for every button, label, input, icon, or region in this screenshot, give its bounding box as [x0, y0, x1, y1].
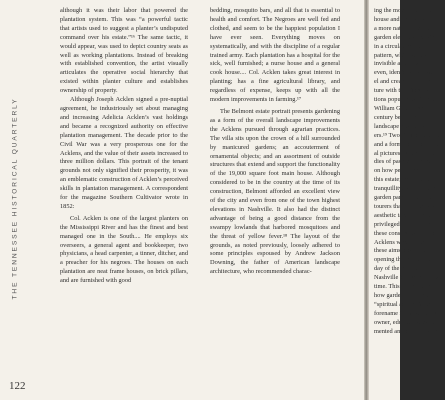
text-line: these constructed spaces.: [374, 229, 438, 237]
text-line: al picturesque mode. Th: [374, 149, 436, 157]
text-line: even, identified as distinc: [374, 69, 439, 77]
page-number: 122: [9, 380, 26, 392]
text-line: forename in class, manne: [374, 309, 439, 317]
text-line: ers.¹⁹ Two figures, perhap: [374, 131, 440, 139]
text-line: a more natural arrange: [374, 24, 432, 32]
text-line: garden parties entertainme: [374, 194, 442, 202]
text-line: Acklens were somewhat: [374, 238, 437, 246]
text-line: day of the week except: [374, 265, 433, 273]
paragraph: The Belmont estate portrait presents gardening as a form of the overall landscape improvements the Acklens pursued through agrarian practices. The villa sits upon the crown of a hill surrounded by manicured gardens; an accouterment of ornamental objects; and an assortment of outside structures that extend and support the functionality of the 19,000 square foot main house. Although considered to be in the country at the time of its construction, Belmont afforded an excellent view of the city and even from one of the town highest elevations in Nashville. It also had the distinct advantage of being a good distance from the swampy lowlands that harbored mosquitoes and the threat of yellow fever.¹⁸ The layout of the grounds, as noted previously, loosely adhered to some principles espoused by Andrew Jackson Downing, the father of American landscape architecture, who recommended charac-: [210, 107, 340, 276]
text-line: century before being ado: [374, 113, 438, 121]
text-line: owner, educated servant,: [374, 318, 437, 326]
running-head: THE TENNESSEE HISTORICAL QUARTERLY: [11, 97, 19, 300]
text-line: tranquillity. Visitors who: [374, 185, 438, 193]
text-line: el and created the view f: [374, 78, 437, 86]
text-line: privileged class who wou: [374, 220, 439, 228]
text-line: and a former slaves engag: [374, 140, 441, 148]
text-line: dies of pastoral serenity,: [374, 158, 436, 166]
text-column-right-page: [374, 7, 445, 337]
block-quote-continued: bedding, mosquito bars, and all that is essential to health and comfort. The Negroes are well fed and clothed, and seem to be the happiest population I have ever seen. Everything moves on systematically, and with the discipline of a regular trained army. Each plantation has a hospital for the sick, well furnished; a nurse house and a general cook house.... Col. Acklen takes great interest in planting; has a fine agricultural library, and regardless of expense, keeps up with all the modern improvements in farming.¹⁷: [210, 7, 340, 104]
text-line: William Gilpin during: [374, 104, 431, 112]
book-spine-gutter: [364, 0, 369, 400]
text-line: these aims is supported b: [374, 247, 438, 255]
text-line: pattern, which seems to: [374, 51, 434, 59]
text-line: Nashville included any publ: [374, 274, 445, 282]
text-line: aesthetic tastes modeled: [374, 211, 436, 219]
text-column-middle: [210, 7, 340, 277]
text-line: this estate; were meant: [374, 176, 432, 184]
text-line: tourers that ultimately sh: [374, 202, 438, 210]
text-line: garden elements are visi: [374, 33, 436, 41]
paragraph: although it was their labor that powered the plantation system. This was “a powerful tactic that artists used to suggest a planter’s undisputed command over his estate.”¹⁶ The same tactic, it would appear, was used to depict country seats as well as working plantations. Instead of breaking with established convention, the artist visually articulates the operative social hierarchy that existed within planter culture and establishes ownership of property.: [60, 7, 188, 95]
text-line: in a circular area nearest: [374, 42, 436, 50]
text-line: “spiritual as a social eng: [374, 300, 437, 308]
text-line: house and gradually m: [374, 15, 432, 23]
block-quote: Col. Acklen is one of the largest planters on the Mississippi River and has the finest and best managed one in the South.... He employs six overseers, a general agent and bookkeeper, two physicians, a head carpenter, a tinner, ditcher, and a preacher for his negroes. The houses on each plantation are neat frame houses, on brick pillars, and are furnished with good: [60, 214, 188, 285]
text-line: tions popularized in Engl: [374, 96, 438, 104]
text-line: time. This offers a tanta: [374, 283, 435, 291]
text-line: on how people who live: [374, 167, 435, 175]
text-line: ture with the picturesque: [374, 87, 437, 95]
text-column-left: [60, 7, 188, 286]
text-line: mented and intellectual.”: [374, 327, 438, 335]
text-line: landscape design by Dow: [374, 122, 440, 130]
text-line: opening the grounds to: [374, 256, 433, 264]
text-line: ing the more formal che: [374, 7, 435, 14]
paragraph: Although Joseph Acklen signed a pre-nuptial agreement, he industriously set about managing and increasing Adelicia Acklen’s vast holdings and became a recognized authority on effective plantation management. The decade prior to the Civil War was a very prosperous one for the Acklens, and the value of their assets increased to three million dollars. This portrait of the tenant grounds not only signified their prosperity, it was an emblematic construction of Acklen’s perceived skills in plantation management. A correspondent for the magazine Southern Cultivator wrote in 1852:: [60, 96, 188, 210]
text-line: how gardens, in Thomas: [374, 292, 437, 299]
text-line: invisible axis representat: [374, 60, 438, 68]
